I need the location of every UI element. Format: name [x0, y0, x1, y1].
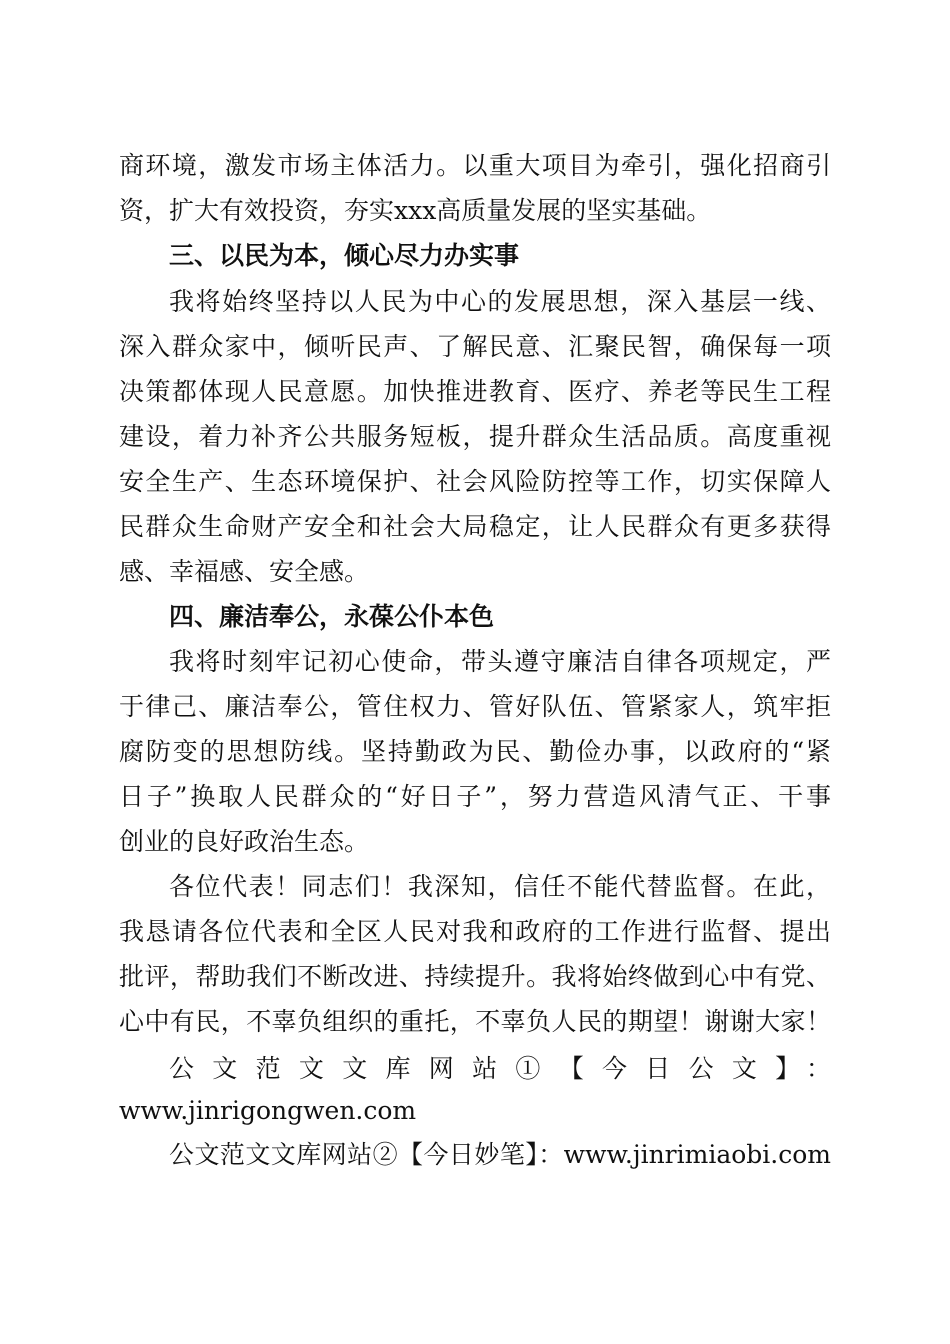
section-heading-3: 三、以民为本，倾心尽力办实事	[169, 241, 520, 270]
body-line: 各位代表！同志们！我深知，信任不能代替监督。在此，	[169, 872, 831, 901]
body-line: 我恳请各位代表和全区人民对我和政府的工作进行监督、提出	[119, 917, 831, 946]
body-line: 感、幸福感、安全感。	[119, 557, 370, 586]
body-line: 深入群众家中，倾听民声、了解民意、汇聚民智，确保每一项	[119, 332, 831, 361]
body-line: 资，扩大有效投资，夯实xxx高质量发展的坚实基础。	[119, 196, 712, 225]
body-line: 心中有民，不辜负组织的重托，不辜负人民的期望！谢谢大家！	[119, 1007, 831, 1036]
body-line: 我将始终坚持以人民为中心的发展思想，深入基层一线、	[169, 287, 831, 316]
footer-site1-url[interactable]: www.jinrigongwen.com	[119, 1096, 417, 1125]
section-heading-4: 四、廉洁奉公，永葆公仆本色	[169, 602, 495, 631]
body-line: 创业的良好政治生态。	[119, 827, 370, 856]
footer-site2[interactable]: 公文范文文库网站②【今日妙笔】：www.jinrimiaobi.com	[169, 1140, 831, 1169]
body-line: 建设，着力补齐公共服务短板，提升群众生活品质。高度重视	[119, 422, 831, 451]
body-line: 批评，帮助我们不断改进、持续提升。我将始终做到心中有党、	[119, 962, 831, 991]
body-line: 我将时刻牢记初心使命，带头遵守廉洁自律各项规定，严	[169, 647, 831, 676]
body-line: 腐防变的思想防线。坚持勤政为民、勤俭办事，以政府的“紧	[119, 737, 831, 766]
body-line: 于律己、廉洁奉公，管住权力、管好队伍、管紧家人，筑牢拒	[119, 692, 831, 721]
body-line: 商环境，激发市场主体活力。以重大项目为牵引，强化招商引	[119, 151, 831, 180]
body-line: 安全生产、生态环境保护、社会风险防控等工作，切实保障人	[119, 467, 831, 496]
body-line: 日子”换取人民群众的“好日子”，努力营造风清气正、干事	[119, 782, 831, 811]
body-line: 民群众生命财产安全和社会大局稳定，让人民群众有更多获得	[119, 512, 831, 541]
body-line: 决策都体现人民意愿。加快推进教育、医疗、养老等民生工程	[119, 377, 831, 406]
footer-site1-label: 公文范文文库网站①【今日公文】：	[169, 1054, 831, 1083]
